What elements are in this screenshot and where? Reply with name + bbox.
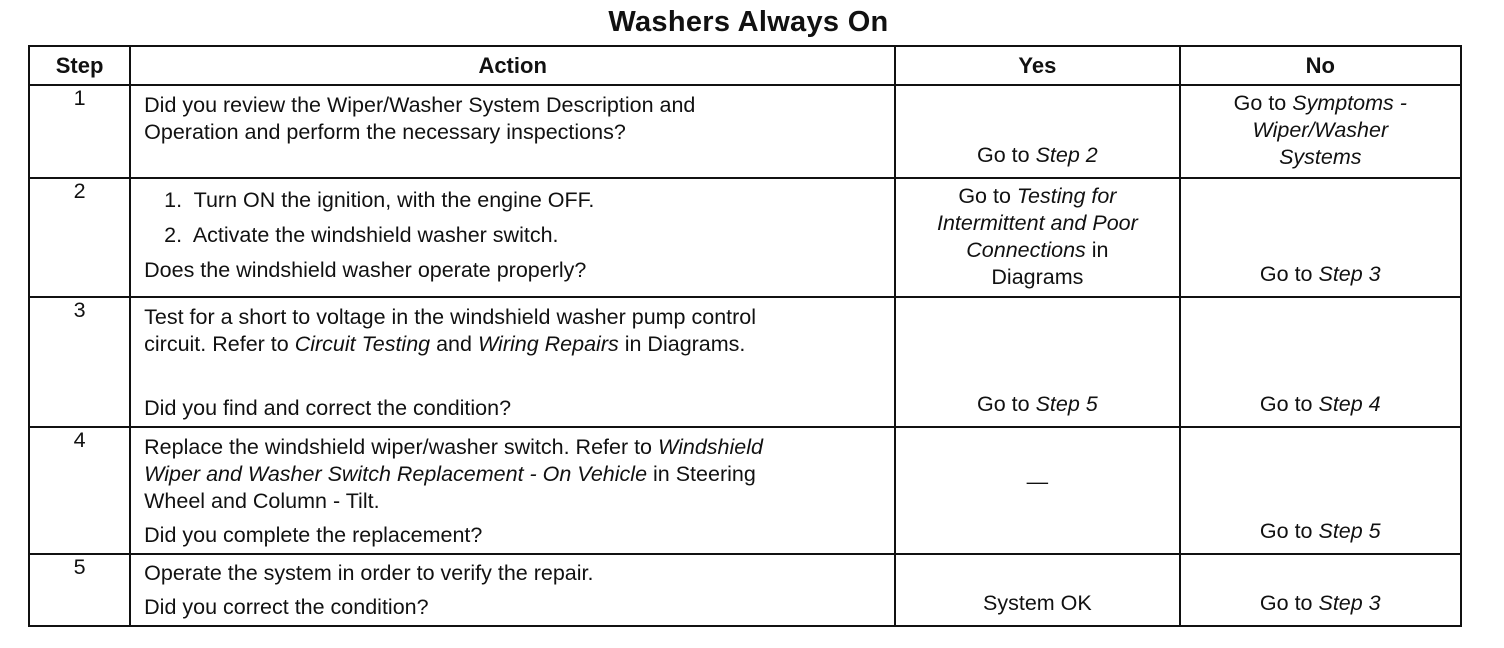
yes-cell <box>895 297 1179 426</box>
list-text: Turn ON the ignition, with the engine OFF. <box>193 188 595 213</box>
action-text: in Steering <box>647 461 756 486</box>
action-text: Operation and perform the necessary inspections? <box>144 120 626 145</box>
table-row <box>29 427 1461 554</box>
yes-reference: Connections <box>966 238 1086 263</box>
yes-reference: Testing for <box>1016 184 1117 209</box>
yes-text: System OK <box>983 591 1092 615</box>
action-text: Operate the system in order to verify the repair. <box>144 560 594 585</box>
yes-reference: Step 2 <box>1035 143 1098 168</box>
action-text: circuit. Refer to <box>144 332 295 357</box>
action-question: Did you find and correct the condition? <box>144 395 512 420</box>
action-cell <box>130 297 895 426</box>
header-yes: Yes <box>895 46 1179 85</box>
action-text: Test for a short to voltage in the windshield washer pump control <box>144 305 757 330</box>
no-cell <box>1180 178 1461 297</box>
table-row <box>29 554 1461 626</box>
yes-reference: Intermittent and Poor <box>937 211 1138 236</box>
no-cell <box>1180 427 1461 554</box>
list-item <box>164 222 884 249</box>
yes-reference: Step 5 <box>1035 391 1098 416</box>
action-question: Does the windshield washer operate properly? <box>144 258 587 283</box>
action-reference: Wiper and Washer Switch Replacement - On Vehicle <box>144 461 648 486</box>
yes-text: in <box>1085 238 1109 263</box>
yes-cell <box>895 554 1179 626</box>
list-number: 2. <box>164 223 183 248</box>
no-text: Go to <box>1233 91 1293 116</box>
step-number: 2 <box>29 178 130 297</box>
no-reference: Step 3 <box>1318 591 1381 615</box>
no-cell <box>1180 297 1461 426</box>
no-reference: Step 5 <box>1318 518 1381 543</box>
action-text: Replace the windshield wiper/washer switch. Refer to <box>144 434 658 459</box>
action-text: Wheel and Column - Tilt. <box>144 488 380 513</box>
action-reference: Windshield <box>658 434 763 459</box>
no-text: Go to <box>1259 262 1319 287</box>
yes-text: — <box>1026 469 1049 494</box>
list-number: 1. <box>164 188 183 213</box>
yes-text: Go to <box>958 184 1017 209</box>
action-text: and <box>430 332 478 357</box>
header-step: Step <box>29 46 130 85</box>
diagnostic-table <box>28 45 1462 627</box>
table-row <box>29 297 1461 426</box>
action-cell <box>130 85 895 178</box>
header-action: Action <box>130 46 895 85</box>
action-text: in Diagrams. <box>618 332 746 357</box>
yes-cell <box>895 178 1179 297</box>
yes-text: Go to <box>977 391 1036 416</box>
step-number: 3 <box>29 297 130 426</box>
action-question: Did you correct the condition? <box>144 595 429 619</box>
no-text: Go to <box>1259 591 1319 615</box>
action-cell <box>130 554 895 626</box>
no-cell <box>1180 85 1461 178</box>
no-reference: Symptoms - <box>1292 91 1407 116</box>
action-reference: Wiring Repairs <box>477 332 619 357</box>
table-row <box>29 85 1461 178</box>
table-row <box>29 178 1461 297</box>
step-number: 1 <box>29 85 130 178</box>
table-title: Washers Always On <box>608 6 889 38</box>
yes-text: Go to <box>977 143 1036 168</box>
action-question: Did you complete the replacement? <box>144 522 483 547</box>
no-reference: Wiper/Washer <box>1252 118 1389 143</box>
list-item <box>164 187 884 214</box>
no-text: Go to <box>1259 391 1319 416</box>
yes-cell <box>895 427 1179 554</box>
action-cell <box>130 178 895 297</box>
no-reference: Step 4 <box>1318 391 1381 416</box>
step-number: 4 <box>29 427 130 554</box>
action-cell <box>130 427 895 554</box>
list-text: Activate the windshield washer switch. <box>192 223 559 248</box>
yes-text: Diagrams <box>991 265 1084 290</box>
header-row <box>29 46 1461 85</box>
step-number: 5 <box>29 554 130 626</box>
no-reference: Step 3 <box>1318 262 1381 287</box>
no-text: Go to <box>1259 518 1319 543</box>
yes-cell <box>895 85 1179 178</box>
no-reference: Systems <box>1279 145 1362 170</box>
action-reference: Circuit Testing <box>294 332 431 357</box>
no-cell <box>1180 554 1461 626</box>
header-no: No <box>1180 46 1461 85</box>
action-text: Did you review the Wiper/Washer System Description and <box>144 93 696 118</box>
